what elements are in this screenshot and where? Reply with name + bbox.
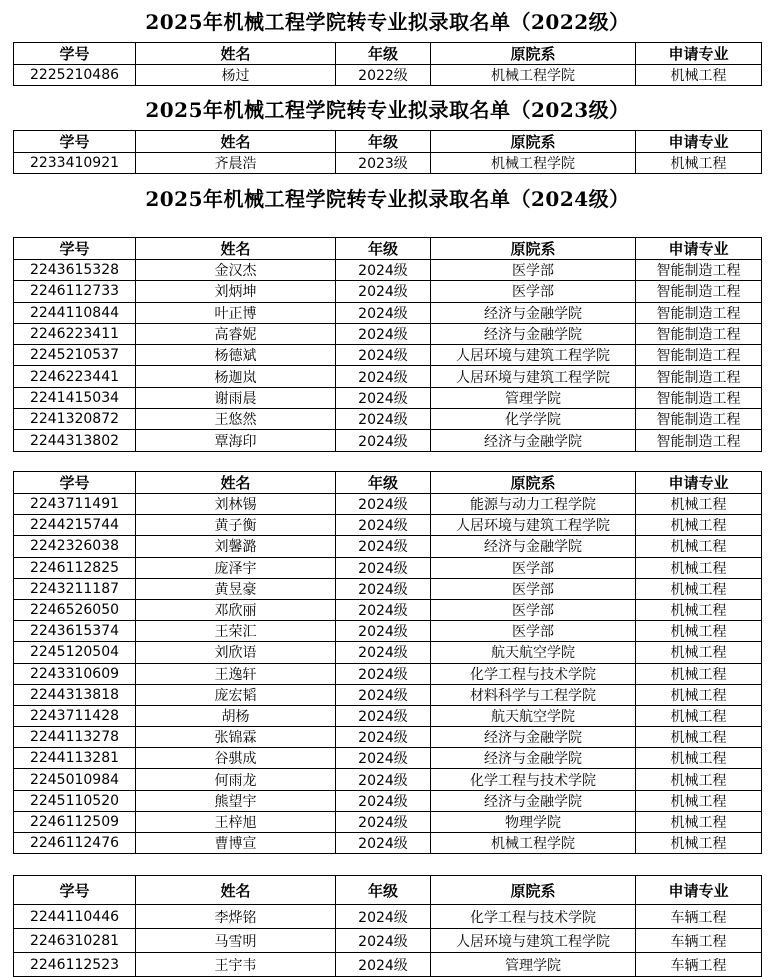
cell-grade: 2024级: [336, 302, 431, 323]
cell-original-college: 经济与金融学院: [431, 536, 636, 557]
cell-student-id: 2246223441: [14, 366, 136, 387]
cell-applied-major: 智能制造工程: [636, 430, 762, 451]
cell-original-college: 人居环境与建筑工程学院: [431, 929, 636, 953]
cell-original-college: 经济与金融学院: [431, 302, 636, 323]
cell-name: 王悠然: [136, 409, 336, 430]
header-row: [14, 238, 762, 260]
table-row: [14, 65, 762, 86]
cell-student-id: 2225210486: [14, 65, 136, 86]
header-grade: 年级: [336, 238, 431, 260]
header-student-id: 学号: [14, 131, 136, 153]
cell-original-college: 人居环境与建筑工程学院: [431, 515, 636, 536]
table-2024-mechanical-engineering: [13, 471, 762, 854]
cell-name: 金汉杰: [136, 260, 336, 281]
cell-applied-major: 机械工程: [636, 642, 762, 663]
header-student-id: 学号: [14, 876, 136, 905]
cell-name: 刘炳坤: [136, 281, 336, 302]
table-row: [14, 409, 762, 430]
cell-original-college: 化学工程与技术学院: [431, 663, 636, 684]
cell-original-college: 管理学院: [431, 953, 636, 977]
header-name: 姓名: [136, 876, 336, 905]
table-row: [14, 833, 762, 854]
cell-student-id: 2244113281: [14, 748, 136, 769]
table-2023: [13, 130, 762, 174]
cell-applied-major: 智能制造工程: [636, 409, 762, 430]
header-applied-major: 申请专业: [636, 238, 762, 260]
table-row: [14, 748, 762, 769]
cell-student-id: 2241415034: [14, 387, 136, 408]
cell-student-id: 2246223411: [14, 323, 136, 344]
table-row: [14, 281, 762, 302]
cell-applied-major: 机械工程: [636, 769, 762, 790]
header-row: [14, 43, 762, 65]
cell-original-college: 医学部: [431, 557, 636, 578]
table-row: [14, 705, 762, 726]
table-row: [14, 153, 762, 174]
cell-name: 覃海印: [136, 430, 336, 451]
table-row: [14, 663, 762, 684]
cell-student-id: 2243711491: [14, 494, 136, 515]
cell-student-id: 2244313802: [14, 430, 136, 451]
cell-original-college: 经济与金融学院: [431, 727, 636, 748]
table-row: [14, 387, 762, 408]
table-row: [14, 366, 762, 387]
cell-name: 王逸轩: [136, 663, 336, 684]
cell-grade: 2024级: [336, 790, 431, 811]
cell-applied-major: 机械工程: [636, 748, 762, 769]
cell-applied-major: 智能制造工程: [636, 387, 762, 408]
header-name: 姓名: [136, 131, 336, 153]
table-2024-intelligent-manufacturing: [13, 237, 762, 452]
table-row: [14, 769, 762, 790]
header-applied-major: 申请专业: [636, 43, 762, 65]
header-applied-major: 申请专业: [636, 131, 762, 153]
header-grade: 年级: [336, 472, 431, 494]
cell-original-college: 医学部: [431, 260, 636, 281]
header-grade: 年级: [336, 876, 431, 905]
header-student-id: 学号: [14, 472, 136, 494]
cell-applied-major: 智能制造工程: [636, 323, 762, 344]
cell-original-college: 经济与金融学院: [431, 748, 636, 769]
cell-applied-major: 机械工程: [636, 557, 762, 578]
cell-original-college: 经济与金融学院: [431, 323, 636, 344]
cell-original-college: 航天航空学院: [431, 642, 636, 663]
cell-applied-major: 机械工程: [636, 663, 762, 684]
cell-name: 何雨龙: [136, 769, 336, 790]
cell-name: 刘馨潞: [136, 536, 336, 557]
cell-grade: 2024级: [336, 811, 431, 832]
cell-original-college: 能源与动力工程学院: [431, 494, 636, 515]
table-row: [14, 642, 762, 663]
cell-student-id: 2244110446: [14, 905, 136, 929]
cell-original-college: 管理学院: [431, 387, 636, 408]
cell-student-id: 2246112476: [14, 833, 136, 854]
header-grade: 年级: [336, 131, 431, 153]
table-row: [14, 578, 762, 599]
table-row: [14, 727, 762, 748]
cell-student-id: 2245010984: [14, 769, 136, 790]
cell-original-college: 经济与金融学院: [431, 790, 636, 811]
cell-original-college: 医学部: [431, 281, 636, 302]
cell-original-college: 机械工程学院: [431, 153, 636, 174]
cell-student-id: 2245210537: [14, 345, 136, 366]
table-row: [14, 494, 762, 515]
cell-name: 胡杨: [136, 705, 336, 726]
cell-name: 谷骐成: [136, 748, 336, 769]
cell-applied-major: 车辆工程: [636, 953, 762, 977]
cell-student-id: 2246310281: [14, 929, 136, 953]
cell-name: 熊望宇: [136, 790, 336, 811]
cell-grade: 2024级: [336, 599, 431, 620]
cell-original-college: 人居环境与建筑工程学院: [431, 345, 636, 366]
cell-name: 高睿妮: [136, 323, 336, 344]
cell-applied-major: 机械工程: [636, 705, 762, 726]
cell-grade: 2024级: [336, 515, 431, 536]
cell-name: 叶正博: [136, 302, 336, 323]
cell-grade: 2024级: [336, 536, 431, 557]
cell-name: 王梓旭: [136, 811, 336, 832]
cell-applied-major: 智能制造工程: [636, 366, 762, 387]
cell-student-id: 2245110520: [14, 790, 136, 811]
table-row: [14, 811, 762, 832]
cell-name: 曹博宣: [136, 833, 336, 854]
header-name: 姓名: [136, 472, 336, 494]
header-student-id: 学号: [14, 43, 136, 65]
cell-applied-major: 智能制造工程: [636, 260, 762, 281]
cell-name: 马雪明: [136, 929, 336, 953]
cell-grade: 2024级: [336, 929, 431, 953]
cell-grade: 2023级: [336, 153, 431, 174]
cell-grade: 2024级: [336, 769, 431, 790]
header-original-college: 原院系: [431, 43, 636, 65]
cell-applied-major: 机械工程: [636, 599, 762, 620]
cell-student-id: 2243211187: [14, 578, 136, 599]
table-row: [14, 929, 762, 953]
table-row: [14, 345, 762, 366]
title-2022: 2025年机械工程学院转专业拟录取名单（2022级）: [145, 10, 630, 34]
cell-name: 黄昱豪: [136, 578, 336, 599]
cell-student-id: 2246112509: [14, 811, 136, 832]
header-original-college: 原院系: [431, 131, 636, 153]
title-2024: 2025年机械工程学院转专业拟录取名单（2024级）: [145, 187, 630, 211]
cell-grade: 2024级: [336, 494, 431, 515]
cell-applied-major: 机械工程: [636, 727, 762, 748]
cell-grade: 2024级: [336, 409, 431, 430]
cell-grade: 2024级: [336, 953, 431, 977]
cell-original-college: 经济与金融学院: [431, 430, 636, 451]
cell-student-id: 2246112523: [14, 953, 136, 977]
cell-name: 王宇韦: [136, 953, 336, 977]
cell-grade: 2024级: [336, 642, 431, 663]
cell-grade: 2024级: [336, 727, 431, 748]
cell-original-college: 机械工程学院: [431, 65, 636, 86]
cell-applied-major: 车辆工程: [636, 905, 762, 929]
cell-grade: 2024级: [336, 621, 431, 642]
table-2024-vehicle-engineering: [13, 875, 762, 977]
cell-name: 齐晨浩: [136, 153, 336, 174]
cell-grade: 2024级: [336, 905, 431, 929]
cell-applied-major: 机械工程: [636, 65, 762, 86]
cell-applied-major: 机械工程: [636, 833, 762, 854]
cell-applied-major: 机械工程: [636, 684, 762, 705]
cell-applied-major: 机械工程: [636, 153, 762, 174]
table-row: [14, 953, 762, 977]
cell-applied-major: 机械工程: [636, 621, 762, 642]
cell-student-id: 2246112825: [14, 557, 136, 578]
cell-grade: 2022级: [336, 65, 431, 86]
cell-name: 庞泽宇: [136, 557, 336, 578]
cell-student-id: 2241320872: [14, 409, 136, 430]
table-2022: [13, 42, 762, 86]
table-row: [14, 557, 762, 578]
table-row: [14, 302, 762, 323]
cell-name: 庞宏韬: [136, 684, 336, 705]
table-row: [14, 905, 762, 929]
cell-student-id: 2243615374: [14, 621, 136, 642]
cell-name: 李烨铭: [136, 905, 336, 929]
cell-grade: 2024级: [336, 366, 431, 387]
cell-student-id: 2233410921: [14, 153, 136, 174]
cell-student-id: 2245120504: [14, 642, 136, 663]
header-name: 姓名: [136, 43, 336, 65]
cell-name: 刘欣语: [136, 642, 336, 663]
title-2023: 2025年机械工程学院转专业拟录取名单（2023级）: [145, 98, 630, 122]
header-row: [14, 472, 762, 494]
cell-original-college: 物理学院: [431, 811, 636, 832]
header-student-id: 学号: [14, 238, 136, 260]
cell-original-college: 机械工程学院: [431, 833, 636, 854]
cell-student-id: 2244215744: [14, 515, 136, 536]
cell-student-id: 2243310609: [14, 663, 136, 684]
cell-grade: 2024级: [336, 557, 431, 578]
table-row: [14, 599, 762, 620]
cell-applied-major: 机械工程: [636, 790, 762, 811]
cell-student-id: 2244313818: [14, 684, 136, 705]
table-row: [14, 536, 762, 557]
table-row: [14, 430, 762, 451]
cell-name: 邓欣丽: [136, 599, 336, 620]
header-applied-major: 申请专业: [636, 472, 762, 494]
cell-grade: 2024级: [336, 345, 431, 366]
cell-student-id: 2243615328: [14, 260, 136, 281]
header-original-college: 原院系: [431, 238, 636, 260]
cell-original-college: 医学部: [431, 621, 636, 642]
cell-applied-major: 机械工程: [636, 515, 762, 536]
header-original-college: 原院系: [431, 876, 636, 905]
cell-applied-major: 智能制造工程: [636, 281, 762, 302]
table-row: [14, 621, 762, 642]
cell-applied-major: 智能制造工程: [636, 345, 762, 366]
table-row: [14, 684, 762, 705]
cell-original-college: 化学工程与技术学院: [431, 769, 636, 790]
cell-applied-major: 机械工程: [636, 536, 762, 557]
cell-grade: 2024级: [336, 663, 431, 684]
cell-grade: 2024级: [336, 748, 431, 769]
header-applied-major: 申请专业: [636, 876, 762, 905]
cell-original-college: 化学工程与技术学院: [431, 905, 636, 929]
cell-name: 杨德斌: [136, 345, 336, 366]
cell-name: 杨迦岚: [136, 366, 336, 387]
cell-original-college: 医学部: [431, 599, 636, 620]
cell-grade: 2024级: [336, 323, 431, 344]
cell-original-college: 航天航空学院: [431, 705, 636, 726]
cell-name: 刘林锡: [136, 494, 336, 515]
header-grade: 年级: [336, 43, 431, 65]
cell-student-id: 2242326038: [14, 536, 136, 557]
cell-grade: 2024级: [336, 684, 431, 705]
cell-student-id: 2246526050: [14, 599, 136, 620]
cell-student-id: 2243711428: [14, 705, 136, 726]
cell-name: 王荣汇: [136, 621, 336, 642]
cell-name: 谢雨晨: [136, 387, 336, 408]
cell-applied-major: 智能制造工程: [636, 302, 762, 323]
table-row: [14, 790, 762, 811]
cell-grade: 2024级: [336, 578, 431, 599]
cell-original-college: 医学部: [431, 578, 636, 599]
cell-grade: 2024级: [336, 833, 431, 854]
cell-student-id: 2244113278: [14, 727, 136, 748]
cell-original-college: 材料科学与工程学院: [431, 684, 636, 705]
cell-name: 黄子衡: [136, 515, 336, 536]
table-row: [14, 515, 762, 536]
cell-name: 张锦霖: [136, 727, 336, 748]
cell-applied-major: 车辆工程: [636, 929, 762, 953]
cell-grade: 2024级: [336, 705, 431, 726]
cell-grade: 2024级: [336, 430, 431, 451]
cell-applied-major: 机械工程: [636, 494, 762, 515]
table-row: [14, 323, 762, 344]
cell-grade: 2024级: [336, 387, 431, 408]
header-name: 姓名: [136, 238, 336, 260]
cell-grade: 2024级: [336, 281, 431, 302]
cell-student-id: 2246112733: [14, 281, 136, 302]
cell-applied-major: 机械工程: [636, 578, 762, 599]
cell-applied-major: 机械工程: [636, 811, 762, 832]
header-original-college: 原院系: [431, 472, 636, 494]
table-row: [14, 260, 762, 281]
cell-grade: 2024级: [336, 260, 431, 281]
header-row: [14, 131, 762, 153]
cell-student-id: 2244110844: [14, 302, 136, 323]
header-row: [14, 876, 762, 905]
cell-name: 杨过: [136, 65, 336, 86]
cell-original-college: 化学学院: [431, 409, 636, 430]
cell-original-college: 人居环境与建筑工程学院: [431, 366, 636, 387]
